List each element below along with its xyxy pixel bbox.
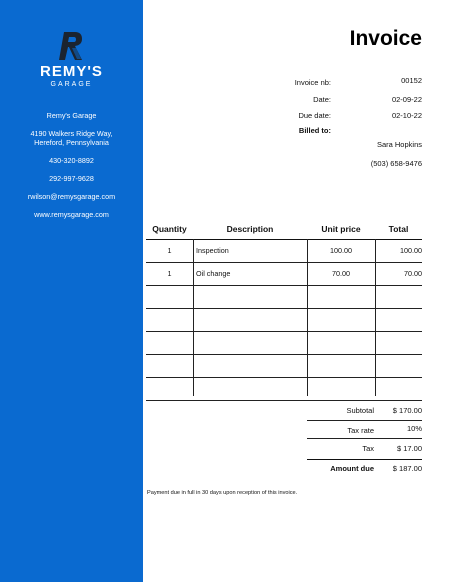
subtotal-label: Subtotal xyxy=(346,406,374,415)
company-sidebar xyxy=(0,0,143,582)
table-row xyxy=(146,355,422,378)
table-row xyxy=(146,240,422,263)
company-address-line1: 4190 Walkers Ridge Way, xyxy=(30,129,113,138)
cell-quantity: 1 xyxy=(167,246,172,255)
cell-quantity xyxy=(146,286,193,308)
column-divider xyxy=(307,239,308,396)
cell-total xyxy=(375,332,422,354)
table-row xyxy=(146,309,422,332)
cell-unit-price: 70.00 xyxy=(332,269,350,278)
tax-rate-value: 10% xyxy=(406,424,422,433)
cell-unit-price xyxy=(307,286,375,308)
cell-total: 70.00 xyxy=(404,269,422,278)
date-label: Date: xyxy=(313,95,331,104)
header-description: Description xyxy=(226,224,274,234)
amount-due-value: $ 187.00 xyxy=(392,464,422,473)
cell-description xyxy=(196,355,307,377)
brand-sub: GARAGE xyxy=(50,81,93,88)
cell-unit-price xyxy=(307,355,375,377)
company-name: Remy's Garage xyxy=(46,111,97,120)
amount-due-label: Amount due xyxy=(330,464,374,473)
cell-quantity xyxy=(146,378,193,400)
line-items-table xyxy=(146,221,422,401)
invoice-number-label: Invoice nb: xyxy=(294,78,331,87)
table-header xyxy=(146,221,422,240)
client-name: Sara Hopkins xyxy=(376,140,422,149)
cell-quantity xyxy=(146,332,193,354)
cell-total xyxy=(375,378,422,400)
cell-unit-price: 100.00 xyxy=(330,246,352,255)
table-row xyxy=(146,378,422,401)
cell-description xyxy=(196,286,307,308)
invoice-number: 00152 xyxy=(401,76,422,85)
subtotal-value: $ 170.00 xyxy=(392,406,422,415)
cell-total: 100.00 xyxy=(400,246,422,255)
cell-total xyxy=(375,286,422,308)
table-row xyxy=(146,286,422,309)
header-total: Total xyxy=(388,224,409,234)
table-row xyxy=(146,332,422,355)
cell-quantity: 1 xyxy=(167,269,172,278)
company-website: www.remysgarage.com xyxy=(34,210,109,219)
cell-unit-price xyxy=(307,378,375,400)
cell-description: Oil change xyxy=(196,269,231,278)
column-divider xyxy=(193,239,194,396)
invoice-title: Invoice xyxy=(349,27,422,50)
tax-rate-label: Tax rate xyxy=(347,426,374,435)
brand-name: REMY'S xyxy=(40,63,103,80)
cell-description xyxy=(196,332,307,354)
r-logo-icon xyxy=(59,30,85,62)
summary-divider xyxy=(307,459,422,460)
company-address-line2: Hereford, Pennsylvania xyxy=(34,138,109,147)
cell-quantity xyxy=(146,355,193,377)
invoice-date: 02-09-22 xyxy=(391,95,422,104)
cell-total xyxy=(375,309,422,331)
table-row xyxy=(146,263,422,286)
tax-label: Tax xyxy=(362,444,374,453)
summary-divider xyxy=(307,438,422,439)
company-phone2: 292-997-9628 xyxy=(49,174,94,183)
header-unit-price: Unit price xyxy=(321,224,361,234)
client-phone: (503) 658-9476 xyxy=(370,159,422,168)
summary-divider xyxy=(307,420,422,421)
cell-description xyxy=(196,309,307,331)
billed-to-label: Billed to: xyxy=(298,126,331,135)
tax-value: $ 17.00 xyxy=(396,444,422,453)
cell-description xyxy=(196,378,307,400)
cell-unit-price xyxy=(307,332,375,354)
company-phone1: 430-320-8892 xyxy=(49,156,94,165)
company-logo xyxy=(0,30,143,89)
cell-description: Inspection xyxy=(196,246,229,255)
due-date-label: Due date: xyxy=(298,111,331,120)
payment-terms: Payment due in full in 30 days upon reception of this invoice. xyxy=(147,490,298,496)
company-email: rwilson@remysgarage.com xyxy=(27,192,116,201)
cell-unit-price xyxy=(307,309,375,331)
header-quantity: Quantity xyxy=(152,224,187,234)
cell-quantity xyxy=(146,309,193,331)
column-divider xyxy=(375,239,376,396)
cell-total xyxy=(375,355,422,377)
table-body xyxy=(146,240,422,401)
due-date: 02-10-22 xyxy=(391,111,422,120)
